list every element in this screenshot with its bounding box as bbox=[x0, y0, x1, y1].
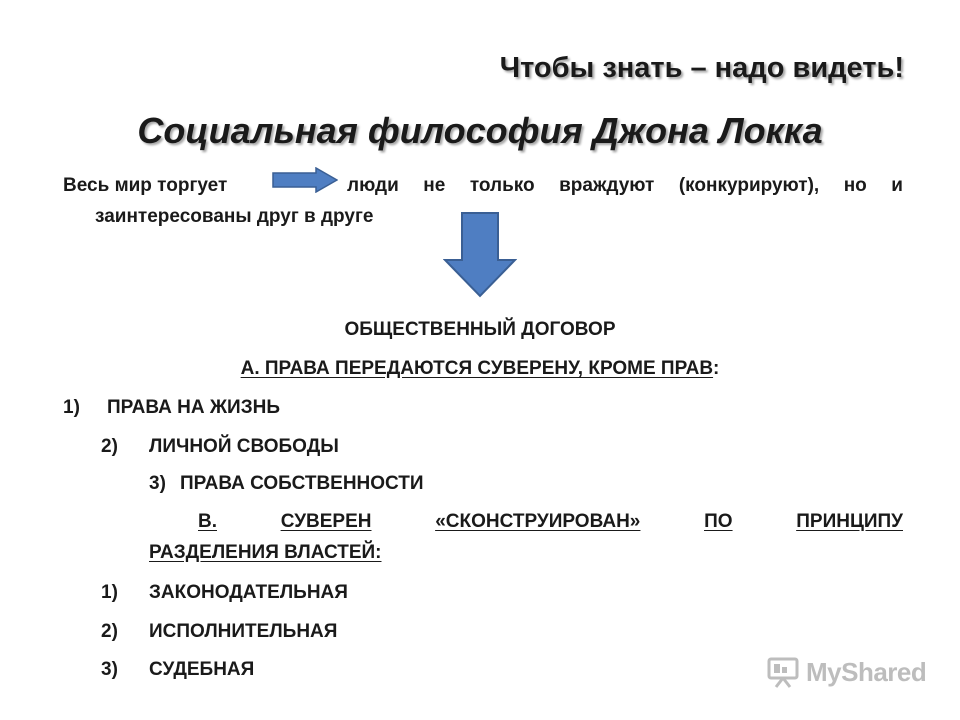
intro-part2: люди не только враждуют (конкурируют), но и bbox=[347, 175, 903, 196]
section-b-heading-line2: РАЗДЕЛЕНИЯ ВЛАСТЕЙ: bbox=[149, 542, 382, 563]
intro-part3: заинтересованы друг в друге bbox=[95, 206, 374, 227]
watermark-text: MyShared bbox=[806, 656, 927, 687]
slide-motto: Чтобы знать – надо видеть! bbox=[499, 52, 904, 84]
slide-title: Социальная философия Джона Локка bbox=[137, 110, 823, 151]
list-item: 3) СУДЕБНАЯ bbox=[101, 659, 255, 680]
contract-heading: ОБЩЕСТВЕННЫЙ ДОГОВОР bbox=[344, 319, 616, 340]
list-item: 1) ЗАКОНОДАТЕЛЬНАЯ bbox=[101, 582, 348, 603]
watermark-logo bbox=[766, 655, 926, 689]
list-item: 2) ЛИЧНОЙ СВОБОДЫ bbox=[101, 436, 339, 457]
list-item: 3) ПРАВА СОБСТВЕННОСТИ bbox=[149, 473, 424, 494]
presentation-board-icon bbox=[766, 655, 800, 689]
intro-part1: Весь мир торгует bbox=[63, 175, 228, 196]
down-arrow-icon bbox=[443, 212, 517, 298]
list-item: 1) ПРАВА НА ЖИЗНЬ bbox=[63, 397, 280, 418]
section-a-heading: А. ПРАВА ПЕРЕДАЮТСЯ СУВЕРЕНУ, КРОМЕ ПРАВ: bbox=[240, 358, 720, 379]
right-arrow-icon bbox=[272, 167, 338, 193]
section-b-heading: В. СУВЕРЕН «СКОНСТРУИРОВАН» ПО ПРИНЦИПУ bbox=[198, 511, 903, 532]
list-item: 2) ИСПОЛНИТЕЛЬНАЯ bbox=[101, 621, 338, 642]
